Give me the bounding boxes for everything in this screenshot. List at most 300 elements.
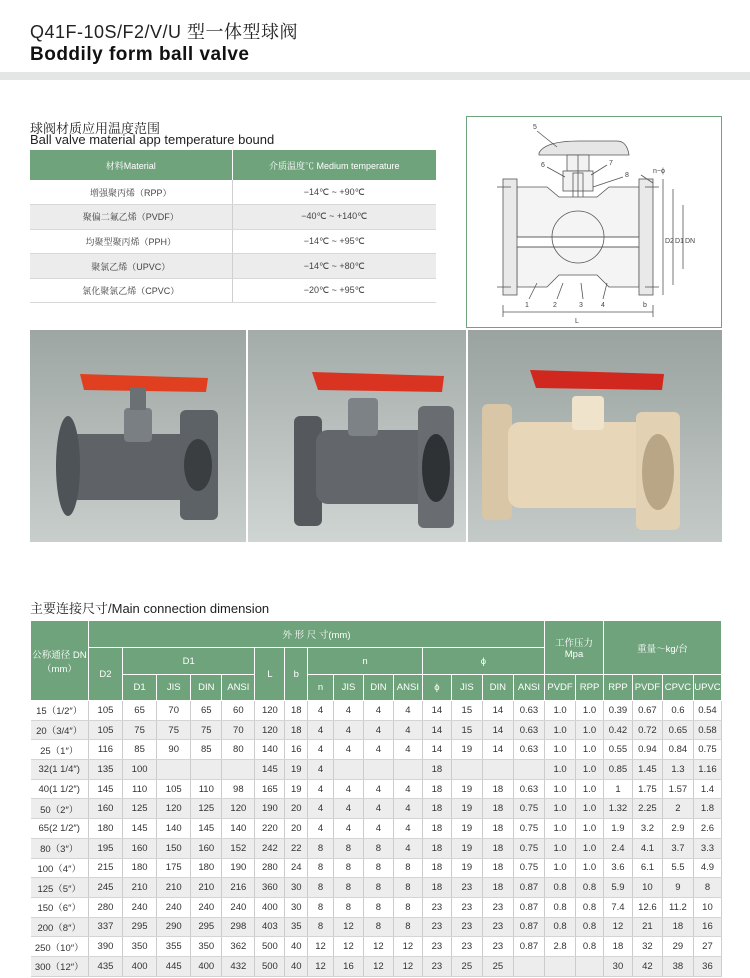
header-weight-cpvc: CPVC: [662, 675, 693, 701]
table-cell: 1.4: [693, 779, 721, 799]
table-cell: 0.8: [576, 878, 604, 898]
materials-row: [30, 180, 436, 205]
header-dn: 公称通径 DN（mm）: [31, 621, 89, 701]
header-weight-upvc: UPVC: [693, 675, 721, 701]
table-cell: 18: [422, 819, 451, 839]
table-cell: 70: [222, 720, 255, 740]
valve-image: [468, 330, 722, 542]
table-cell: 18: [482, 838, 513, 858]
table-cell: 8: [363, 858, 393, 878]
temperature-range-cell: −14℃ ~ +80℃: [232, 254, 436, 279]
table-cell: 23: [482, 897, 513, 917]
table-cell: 75: [123, 720, 157, 740]
table-cell: 290: [157, 917, 191, 937]
table-cell: 75: [157, 720, 191, 740]
table-row: [31, 917, 722, 937]
table-cell: 1.0: [545, 799, 576, 819]
table-cell: 20: [285, 799, 308, 819]
table-cell: 0.72: [632, 720, 662, 740]
table-cell: 4: [363, 799, 393, 819]
table-cell: 0.58: [693, 720, 721, 740]
page-title-cn: Q41F-10S/F2/V/U 型一体型球阀: [30, 22, 299, 42]
table-cell: 16: [693, 917, 721, 937]
table-cell: 400: [255, 897, 285, 917]
table-cell: 160: [123, 838, 157, 858]
table-cell: [576, 956, 604, 976]
table-cell: 0.63: [513, 740, 544, 760]
table-cell: 24: [285, 858, 308, 878]
table-cell: 160: [88, 799, 122, 819]
table-row: [31, 779, 722, 799]
table-cell: 0.84: [662, 740, 693, 760]
materials-col-material: 材料Material: [30, 150, 232, 180]
table-cell: 0.39: [603, 701, 632, 721]
header-outer-dimensions: 外 形 尺 寸(mm): [88, 621, 544, 648]
header-n-group: n: [308, 648, 423, 675]
table-cell: 2.8: [545, 937, 576, 957]
diagram-label-7: 7: [609, 160, 613, 167]
materials-row: [30, 278, 436, 303]
table-cell: 18: [285, 701, 308, 721]
table-cell: 10: [693, 897, 721, 917]
table-cell: 280: [88, 897, 122, 917]
photo-grey-valve-2: [248, 330, 468, 542]
table-cell: 445: [157, 956, 191, 976]
table-cell: 8: [333, 838, 363, 858]
table-cell: 210: [157, 878, 191, 898]
table-cell: 18: [422, 858, 451, 878]
table-cell: 0.8: [576, 937, 604, 957]
table-cell: 215: [88, 858, 122, 878]
table-cell: 355: [157, 937, 191, 957]
table-cell: 1.0: [545, 838, 576, 858]
table-cell: 180: [191, 858, 222, 878]
table-cell: 9: [662, 878, 693, 898]
table-cell: 0.85: [603, 760, 632, 780]
table-cell: 27: [693, 937, 721, 957]
table-cell: 110: [123, 779, 157, 799]
table-cell: 105: [88, 701, 122, 721]
table-cell: 220: [255, 819, 285, 839]
table-cell: 3.7: [662, 838, 693, 858]
table-cell: 15: [451, 720, 482, 740]
table-cell: 0.8: [545, 917, 576, 937]
table-cell: 298: [222, 917, 255, 937]
dn-cell: 200（8″）: [31, 917, 89, 937]
table-cell: 22: [285, 838, 308, 858]
table-cell: 0.67: [632, 701, 662, 721]
diagram-label-4: 4: [601, 302, 605, 309]
table-cell: 8: [308, 917, 334, 937]
table-cell: 152: [222, 838, 255, 858]
table-cell: 98: [222, 779, 255, 799]
table-cell: 19: [451, 819, 482, 839]
table-cell: 8: [363, 838, 393, 858]
table-cell: 19: [451, 838, 482, 858]
table-cell: 4: [333, 701, 363, 721]
table-cell: 500: [255, 956, 285, 976]
temperature-range-cell: −14℃ ~ +90℃: [232, 180, 436, 205]
table-cell: 190: [255, 799, 285, 819]
table-cell: 245: [88, 878, 122, 898]
table-cell: 390: [88, 937, 122, 957]
table-cell: 350: [191, 937, 222, 957]
table-row: [31, 956, 722, 976]
table-cell: 4.1: [632, 838, 662, 858]
table-cell: 1.8: [693, 799, 721, 819]
material-name-cell: 氯化聚氯乙烯（CPVC）: [30, 278, 232, 303]
table-cell: 12: [333, 917, 363, 937]
table-cell: 1.75: [632, 779, 662, 799]
temperature-range-cell: −14℃ ~ +95℃: [232, 229, 436, 254]
table-row: [31, 878, 722, 898]
table-cell: 30: [285, 897, 308, 917]
materials-row: [30, 205, 436, 230]
dn-cell: 100（4″）: [31, 858, 89, 878]
table-cell: 12: [308, 937, 334, 957]
dn-cell: 125（5″）: [31, 878, 89, 898]
table-cell: 135: [88, 760, 122, 780]
table-cell: 116: [88, 740, 122, 760]
table-cell: 30: [603, 956, 632, 976]
table-cell: 4: [308, 701, 334, 721]
table-cell: 8: [393, 917, 422, 937]
table-cell: 4: [393, 701, 422, 721]
table-cell: 2.6: [693, 819, 721, 839]
header-phi-phi: ϕ: [422, 675, 451, 701]
header-d1-ansi: ANSI: [222, 675, 255, 701]
table-cell: 18: [482, 799, 513, 819]
table-cell: 0.63: [513, 701, 544, 721]
table-cell: 32: [632, 937, 662, 957]
valve-image: [248, 330, 468, 542]
table-cell: 12: [393, 956, 422, 976]
table-cell: 4: [308, 779, 334, 799]
table-cell: 0.6: [662, 701, 693, 721]
table-cell: 65: [191, 701, 222, 721]
table-cell: 1.0: [576, 858, 604, 878]
table-cell: 0.87: [513, 878, 544, 898]
table-cell: [545, 956, 576, 976]
table-cell: [482, 760, 513, 780]
table-cell: 120: [157, 799, 191, 819]
table-cell: 105: [157, 779, 191, 799]
table-cell: 1.32: [603, 799, 632, 819]
header-d1-din: DIN: [191, 675, 222, 701]
table-cell: 280: [255, 858, 285, 878]
dimension-section-title: 主要连接尺寸/Main connection dimension: [30, 601, 270, 616]
table-cell: 210: [191, 878, 222, 898]
table-cell: [513, 760, 544, 780]
materials-row: [30, 254, 436, 279]
dn-cell: 65(2 1/2″): [31, 819, 89, 839]
table-cell: 1: [603, 779, 632, 799]
table-cell: 6.1: [632, 858, 662, 878]
table-cell: 1.0: [576, 838, 604, 858]
table-cell: 1.9: [603, 819, 632, 839]
materials-col-temperature: 介质温度℃ Medium temperature: [232, 150, 436, 180]
table-cell: 12.6: [632, 897, 662, 917]
table-cell: 403: [255, 917, 285, 937]
table-cell: 1.0: [576, 760, 604, 780]
table-cell: 0.87: [513, 897, 544, 917]
table-cell: 0.94: [632, 740, 662, 760]
table-cell: 435: [88, 956, 122, 976]
table-cell: 8: [393, 897, 422, 917]
product-photos: [30, 330, 722, 542]
table-cell: 4: [393, 838, 422, 858]
photo-grey-valve-1: [30, 330, 248, 542]
table-cell: 0.8: [545, 897, 576, 917]
valve-cross-section-diagram: [466, 116, 722, 328]
diagram-label-b: b: [643, 302, 647, 309]
table-cell: 180: [88, 819, 122, 839]
table-cell: 4: [333, 819, 363, 839]
table-cell: 0.65: [662, 720, 693, 740]
table-cell: 42: [632, 956, 662, 976]
table-cell: 0.8: [545, 878, 576, 898]
valve-body: [508, 422, 658, 508]
table-cell: 400: [191, 956, 222, 976]
table-cell: 12: [363, 937, 393, 957]
table-cell: 2.9: [662, 819, 693, 839]
table-cell: 145: [255, 760, 285, 780]
table-cell: 1.0: [545, 701, 576, 721]
header-pressure-pvdf: PVDF: [545, 675, 576, 701]
material-name-cell: 均聚型聚丙烯（PPH）: [30, 229, 232, 254]
table-cell: 12: [393, 937, 422, 957]
table-cell: 295: [123, 917, 157, 937]
table-cell: 18: [422, 838, 451, 858]
table-cell: 105: [88, 720, 122, 740]
diagram-label-d2: D2: [665, 238, 674, 245]
table-cell: 14: [482, 701, 513, 721]
table-cell: 40: [285, 937, 308, 957]
table-cell: 195: [88, 838, 122, 858]
materials-table: [30, 150, 436, 303]
table-row: [31, 897, 722, 917]
table-row: [31, 720, 722, 740]
table-cell: 4: [393, 740, 422, 760]
table-cell: 0.75: [693, 740, 721, 760]
table-cell: 0.75: [513, 858, 544, 878]
table-cell: 1.57: [662, 779, 693, 799]
table-cell: 432: [222, 956, 255, 976]
table-cell: 360: [255, 878, 285, 898]
table-cell: 18: [603, 937, 632, 957]
table-cell: 0.63: [513, 779, 544, 799]
table-cell: 145: [88, 779, 122, 799]
header-b: b: [285, 648, 308, 701]
table-cell: [191, 760, 222, 780]
table-cell: 1.3: [662, 760, 693, 780]
table-cell: 8: [393, 858, 422, 878]
dn-cell: 300（12″）: [31, 956, 89, 976]
table-cell: 23: [422, 937, 451, 957]
header-n-ansi: ANSI: [393, 675, 422, 701]
page-title-en: Boddily form ball valve: [30, 44, 250, 65]
table-cell: 75: [191, 720, 222, 740]
material-name-cell: 聚偏二氟乙烯（PVDF）: [30, 205, 232, 230]
table-cell: 19: [451, 779, 482, 799]
table-cell: 8: [308, 897, 334, 917]
table-cell: 36: [693, 956, 721, 976]
table-cell: 4: [308, 799, 334, 819]
header-d2: D2: [88, 648, 122, 701]
table-cell: 14: [482, 720, 513, 740]
table-cell: 337: [88, 917, 122, 937]
table-cell: 165: [255, 779, 285, 799]
table-cell: 19: [285, 760, 308, 780]
table-cell: 8: [308, 858, 334, 878]
table-cell: 4: [308, 760, 334, 780]
table-cell: 1.0: [576, 819, 604, 839]
table-cell: 12: [333, 937, 363, 957]
table-cell: 18: [422, 779, 451, 799]
table-cell: 216: [222, 878, 255, 898]
diagram-label-6: 6: [541, 162, 545, 169]
header-phi-group: ϕ: [422, 648, 544, 675]
table-row: [31, 937, 722, 957]
table-cell: 350: [123, 937, 157, 957]
table-cell: 0.54: [693, 701, 721, 721]
table-cell: 1.0: [545, 779, 576, 799]
table-cell: 240: [123, 897, 157, 917]
diagram-label-d1: D1: [675, 238, 684, 245]
table-cell: 0.87: [513, 917, 544, 937]
dimension-table: [30, 620, 722, 977]
table-cell: 120: [255, 701, 285, 721]
table-cell: 12: [603, 917, 632, 937]
table-cell: 125: [123, 799, 157, 819]
table-cell: 19: [285, 779, 308, 799]
materials-section-title-cn: 球阀材质应用温度范围: [30, 121, 161, 136]
valve-drawing: [467, 117, 721, 327]
diagram-label-2: 2: [553, 302, 557, 309]
header-phi-jis: JIS: [451, 675, 482, 701]
temperature-range-cell: −20℃ ~ +95℃: [232, 278, 436, 303]
table-row: [31, 838, 722, 858]
header-d1-group: D1: [123, 648, 255, 675]
table-cell: 85: [123, 740, 157, 760]
table-cell: 145: [123, 819, 157, 839]
table-cell: 18: [482, 819, 513, 839]
table-cell: 140: [157, 819, 191, 839]
table-cell: 23: [422, 956, 451, 976]
table-cell: 15: [451, 701, 482, 721]
header-working-pressure: 工作压力 Mpa: [545, 621, 604, 675]
table-cell: 240: [191, 897, 222, 917]
table-cell: 18: [482, 779, 513, 799]
table-row: [31, 799, 722, 819]
table-cell: 2.25: [632, 799, 662, 819]
dn-cell: 15（1/2″）: [31, 701, 89, 721]
table-cell: 60: [222, 701, 255, 721]
table-cell: 240: [222, 897, 255, 917]
header-n-jis: JIS: [333, 675, 363, 701]
table-cell: 125: [191, 799, 222, 819]
table-cell: 18: [422, 799, 451, 819]
table-row: [31, 819, 722, 839]
table-cell: 4: [363, 701, 393, 721]
table-cell: 8: [333, 858, 363, 878]
table-cell: 0.87: [513, 937, 544, 957]
table-cell: 160: [191, 838, 222, 858]
table-cell: 19: [451, 858, 482, 878]
table-cell: 145: [191, 819, 222, 839]
dn-cell: 80（3″）: [31, 838, 89, 858]
table-cell: 1.0: [576, 701, 604, 721]
table-cell: 90: [157, 740, 191, 760]
table-cell: 35: [285, 917, 308, 937]
table-cell: 1.0: [545, 760, 576, 780]
table-cell: 190: [222, 858, 255, 878]
header-phi-ansi: ANSI: [513, 675, 544, 701]
dn-cell: 150（6″）: [31, 897, 89, 917]
table-cell: 0.75: [513, 819, 544, 839]
valve-image: [30, 330, 248, 542]
table-row: [31, 760, 722, 780]
header-n-din: DIN: [363, 675, 393, 701]
header-divider-bar: [0, 72, 750, 80]
table-cell: 85: [191, 740, 222, 760]
table-cell: 4: [393, 779, 422, 799]
table-cell: 23: [451, 878, 482, 898]
table-cell: 180: [123, 858, 157, 878]
table-cell: 25: [482, 956, 513, 976]
table-cell: 38: [662, 956, 693, 976]
table-cell: 14: [422, 720, 451, 740]
table-cell: 1.45: [632, 760, 662, 780]
table-cell: 1.0: [545, 819, 576, 839]
header-phi-din: DIN: [482, 675, 513, 701]
dn-cell: 40(1 1/2″): [31, 779, 89, 799]
table-cell: 70: [157, 701, 191, 721]
table-cell: 100: [123, 760, 157, 780]
temperature-range-cell: −40℃ ~ +140℃: [232, 205, 436, 230]
table-cell: [363, 760, 393, 780]
table-cell: 400: [123, 956, 157, 976]
table-cell: 20: [285, 819, 308, 839]
table-cell: 8: [363, 897, 393, 917]
table-cell: 140: [222, 819, 255, 839]
dn-cell: 50（2″）: [31, 799, 89, 819]
table-cell: 240: [157, 897, 191, 917]
table-cell: 30: [285, 878, 308, 898]
table-cell: 8: [308, 878, 334, 898]
table-cell: 7.4: [603, 897, 632, 917]
table-cell: 18: [482, 878, 513, 898]
table-cell: 65: [123, 701, 157, 721]
table-cell: 4: [333, 740, 363, 760]
table-cell: 4: [308, 819, 334, 839]
table-cell: 150: [157, 838, 191, 858]
header-l: L: [255, 648, 285, 701]
table-cell: 140: [255, 740, 285, 760]
table-cell: 1.16: [693, 760, 721, 780]
table-cell: 210: [123, 878, 157, 898]
table-cell: [513, 956, 544, 976]
dn-cell: 20（3/4″）: [31, 720, 89, 740]
table-cell: 4: [363, 720, 393, 740]
table-cell: 120: [255, 720, 285, 740]
table-cell: 4.9: [693, 858, 721, 878]
table-cell: 23: [451, 937, 482, 957]
table-cell: 4: [363, 740, 393, 760]
header-d1-jis: JIS: [157, 675, 191, 701]
table-cell: 2.4: [603, 838, 632, 858]
header-weight-rpp: RPP: [603, 675, 632, 701]
